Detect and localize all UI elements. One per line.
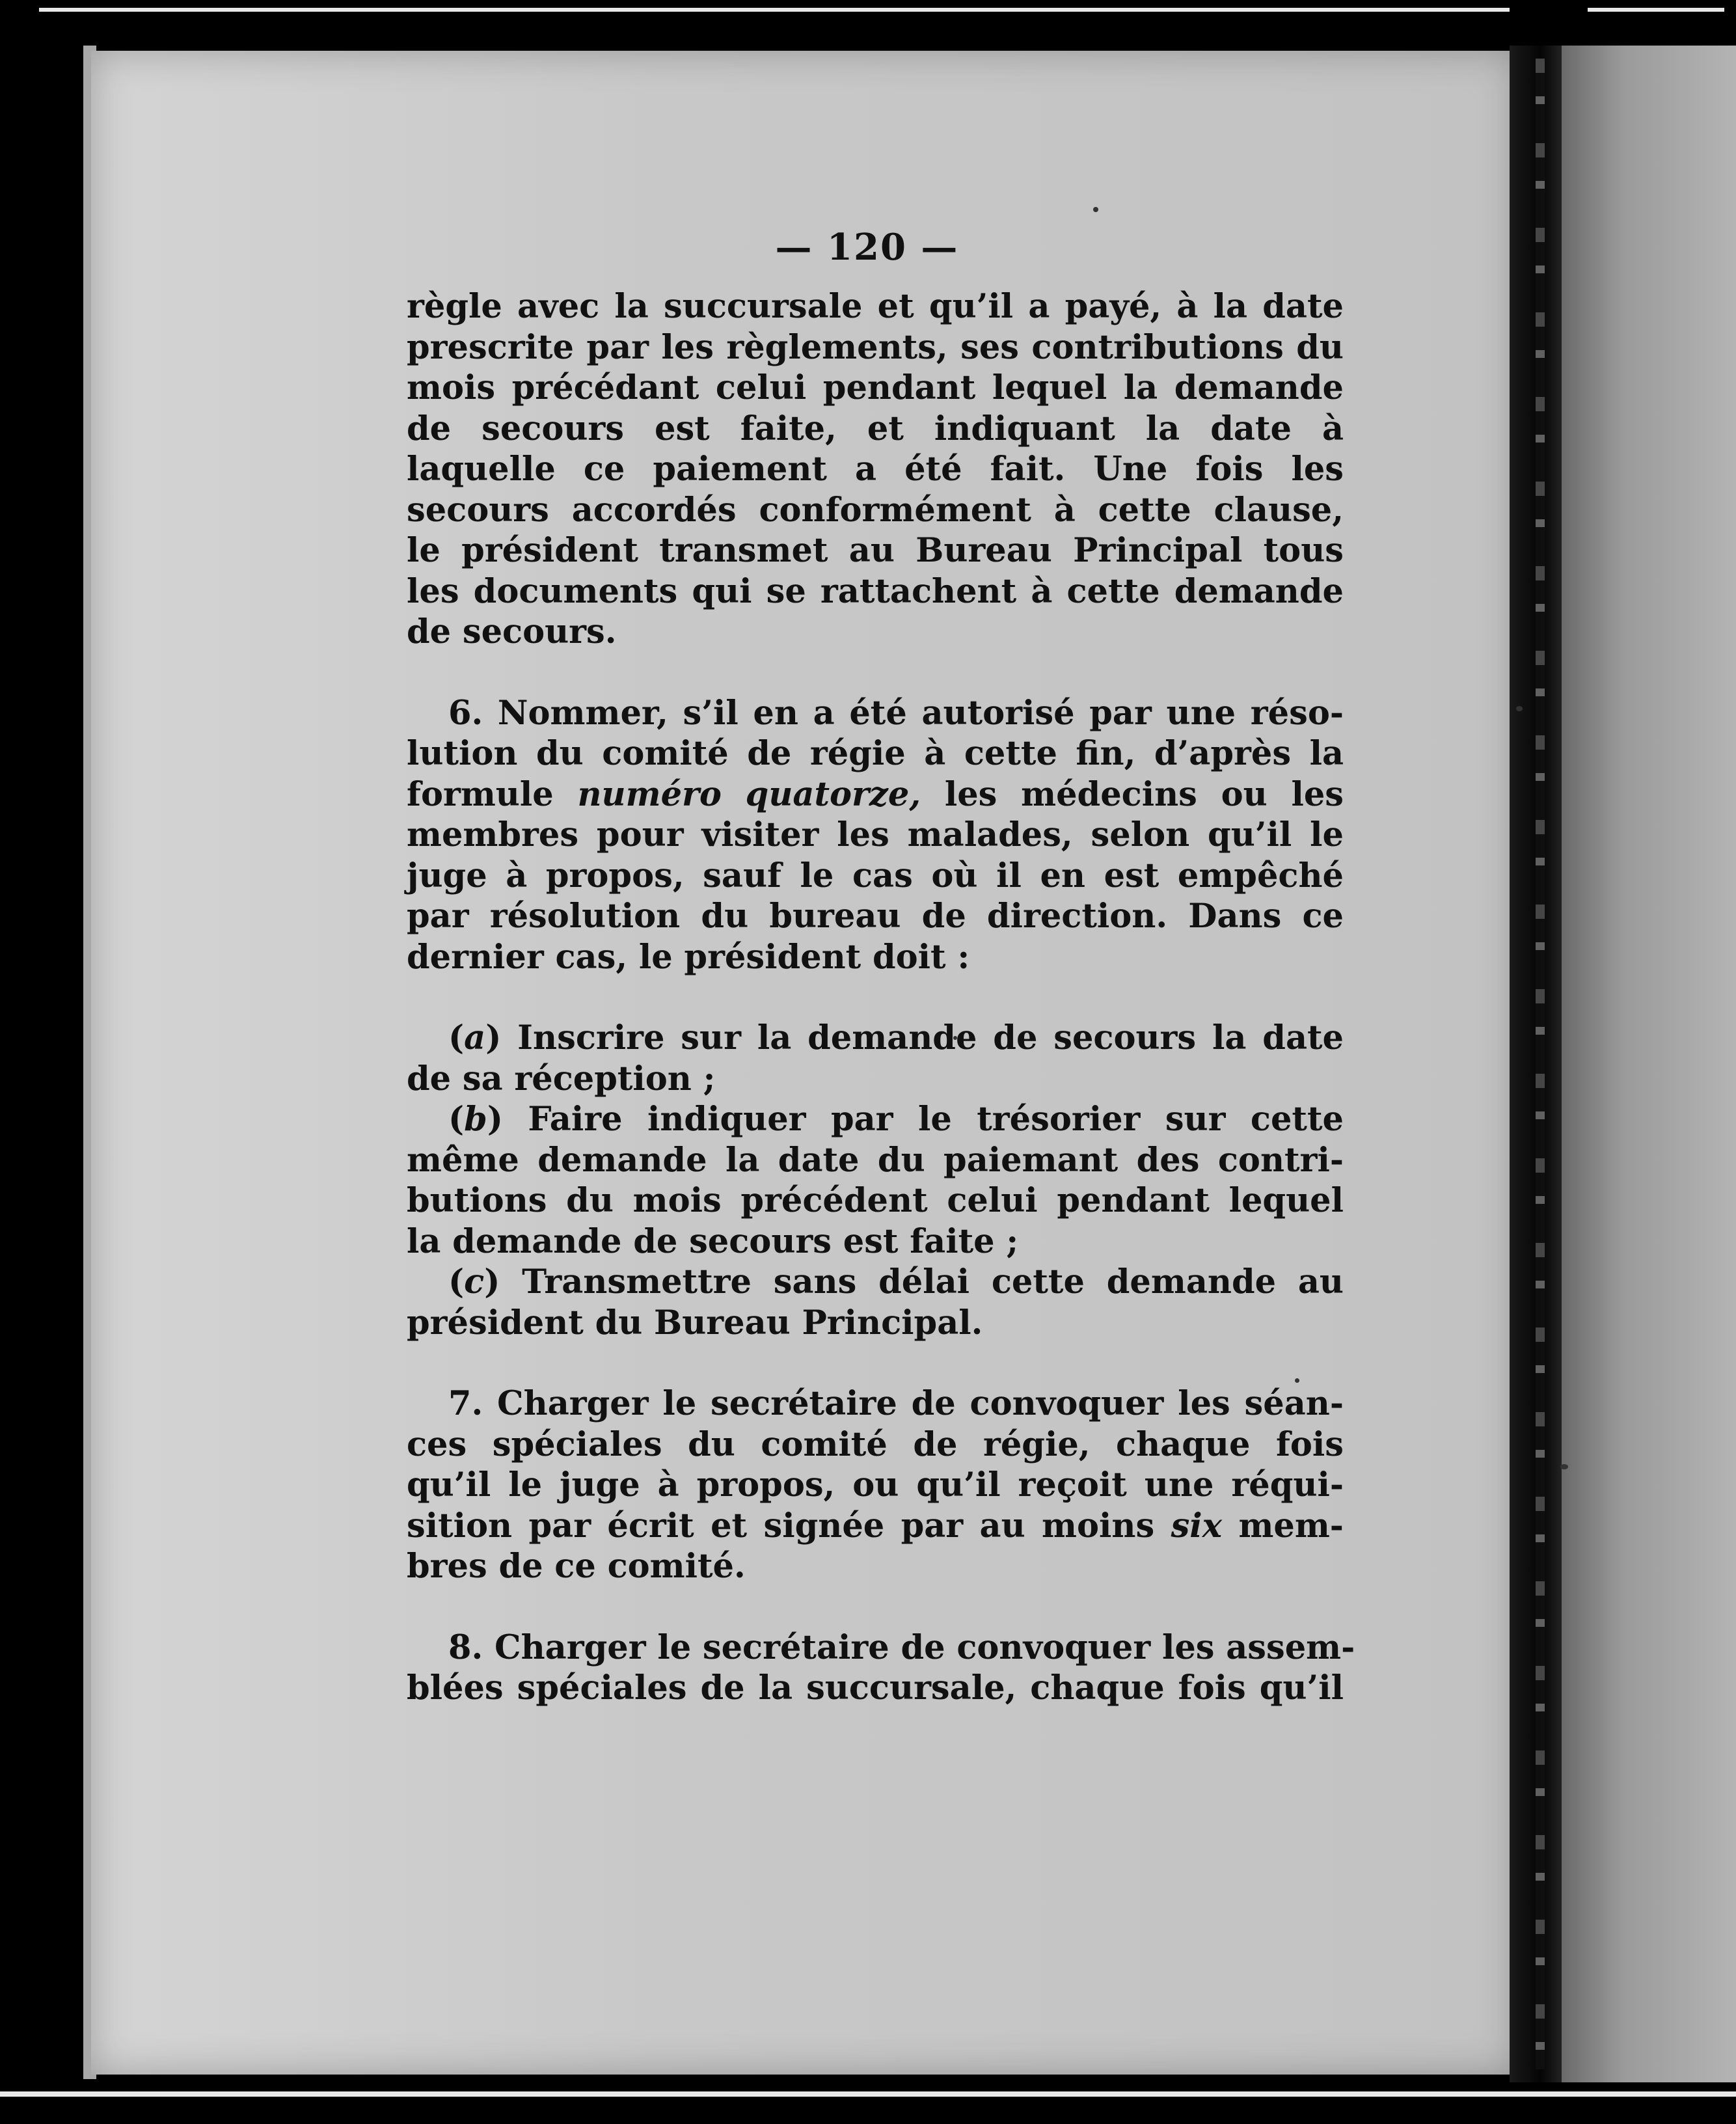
text-line: juge à propos, sauf le cas où il en est empêché — [407, 856, 1344, 895]
text-line: prescrite par les règlements, ses contributions du — [407, 327, 1344, 367]
text-line: lution du comité de régie à cette fin, d’après la — [407, 734, 1344, 773]
text-line: président du Bureau Principal. — [407, 1303, 983, 1342]
text-line — [407, 1506, 1344, 1547]
italic-run: six — [1171, 1506, 1223, 1545]
sub-item-letter: a — [464, 1018, 486, 1057]
text-run: ( — [448, 1018, 465, 1057]
sub-item-letter: b — [464, 1100, 487, 1139]
paragraph-item-6 — [407, 693, 1344, 978]
text-line: règle avec la succursale et qu’il a payé, à la date — [407, 287, 1344, 326]
binding-ridge — [1536, 59, 1545, 2069]
film-frame-top-edge — [39, 8, 1510, 12]
text-line — [407, 774, 1344, 815]
text-line: laquelle ce paiement a été fait. Une fois les — [407, 450, 1344, 489]
text-line: dernier cas, le président doit : — [407, 937, 970, 977]
scan-speck — [1560, 1464, 1568, 1469]
sub-item-b — [407, 1099, 1344, 1140]
sub-item-letter: c — [464, 1262, 485, 1301]
text-run: ) Faire indiquer par le trésorier sur cette — [487, 1100, 1344, 1139]
text-line: même demande la date du paiemant des contri- — [407, 1140, 1344, 1180]
sub-item-a — [407, 1018, 1344, 1059]
text-line: la demande de secours est faite ; — [407, 1221, 1019, 1261]
text-line: blées spéciales de la succursale, chaque fois qu’il — [407, 1668, 1344, 1708]
adjacent-page-edge — [1562, 46, 1736, 2082]
italic-run: numéro quatorze, — [577, 774, 921, 814]
text-line: butions du mois précédent celui pendant lequel — [407, 1181, 1344, 1220]
text-line: mois précédant celui pendant lequel la demande — [407, 368, 1344, 407]
film-frame-bottom-edge — [0, 2091, 1736, 2097]
text-line: membres pour visiter les malades, selon qu’il le — [407, 815, 1344, 854]
text-line: 7. Charger le secrétaire de convoquer les séan- — [448, 1384, 1344, 1423]
text-line: de sa réception ; — [407, 1059, 716, 1098]
text-line: par résolution du bureau de direction. Dans ce — [407, 897, 1344, 936]
paragraph-item-8 — [407, 1627, 1355, 1709]
page-number: — 120 — — [775, 226, 959, 269]
text-run: les médecins ou les — [944, 774, 1344, 814]
text-line: le président transmet au Bureau Principal tous — [407, 531, 1344, 570]
text-run: ( — [448, 1100, 465, 1139]
text-run: ) Inscrire sur la demande de secours la date — [485, 1018, 1344, 1057]
text-run: formule — [407, 774, 554, 814]
text-run: ( — [448, 1262, 465, 1301]
scan-speck — [1516, 706, 1523, 711]
paragraph-item-7 — [407, 1383, 1344, 1587]
text-line: bres de ce comité. — [407, 1547, 746, 1586]
text-line: 6. Nommer, s’il en a été autorisé par une réso- — [448, 693, 1344, 733]
text-run: mem- — [1238, 1506, 1344, 1545]
text-line: secours accordés conformément à cette clause, — [407, 490, 1344, 530]
sub-item-list — [407, 1018, 1344, 1343]
scan-speck — [1093, 207, 1098, 212]
text-line: ces spéciales du comité de régie, chaque fois — [407, 1424, 1344, 1464]
text-line: qu’il le juge à propos, ou qu’il reçoit une réqui- — [407, 1465, 1344, 1504]
sub-item-c — [407, 1262, 1344, 1303]
text-line: de secours est faite, et indiquant la date à — [407, 409, 1344, 448]
paragraph-continuation — [407, 286, 1344, 653]
text-run: ) Transmettre sans délai cette demande au — [484, 1262, 1344, 1301]
text-line: de secours. — [407, 612, 617, 651]
film-frame-top-edge-right — [1588, 8, 1724, 12]
text-run: sition par écrit et signée par au moins — [407, 1506, 1155, 1545]
page-text — [407, 221, 1355, 1709]
text-line: les documents qui se rattachent à cette demande — [407, 571, 1344, 611]
text-line: 8. Charger le secrétaire de convoquer les assem- — [448, 1627, 1355, 1667]
